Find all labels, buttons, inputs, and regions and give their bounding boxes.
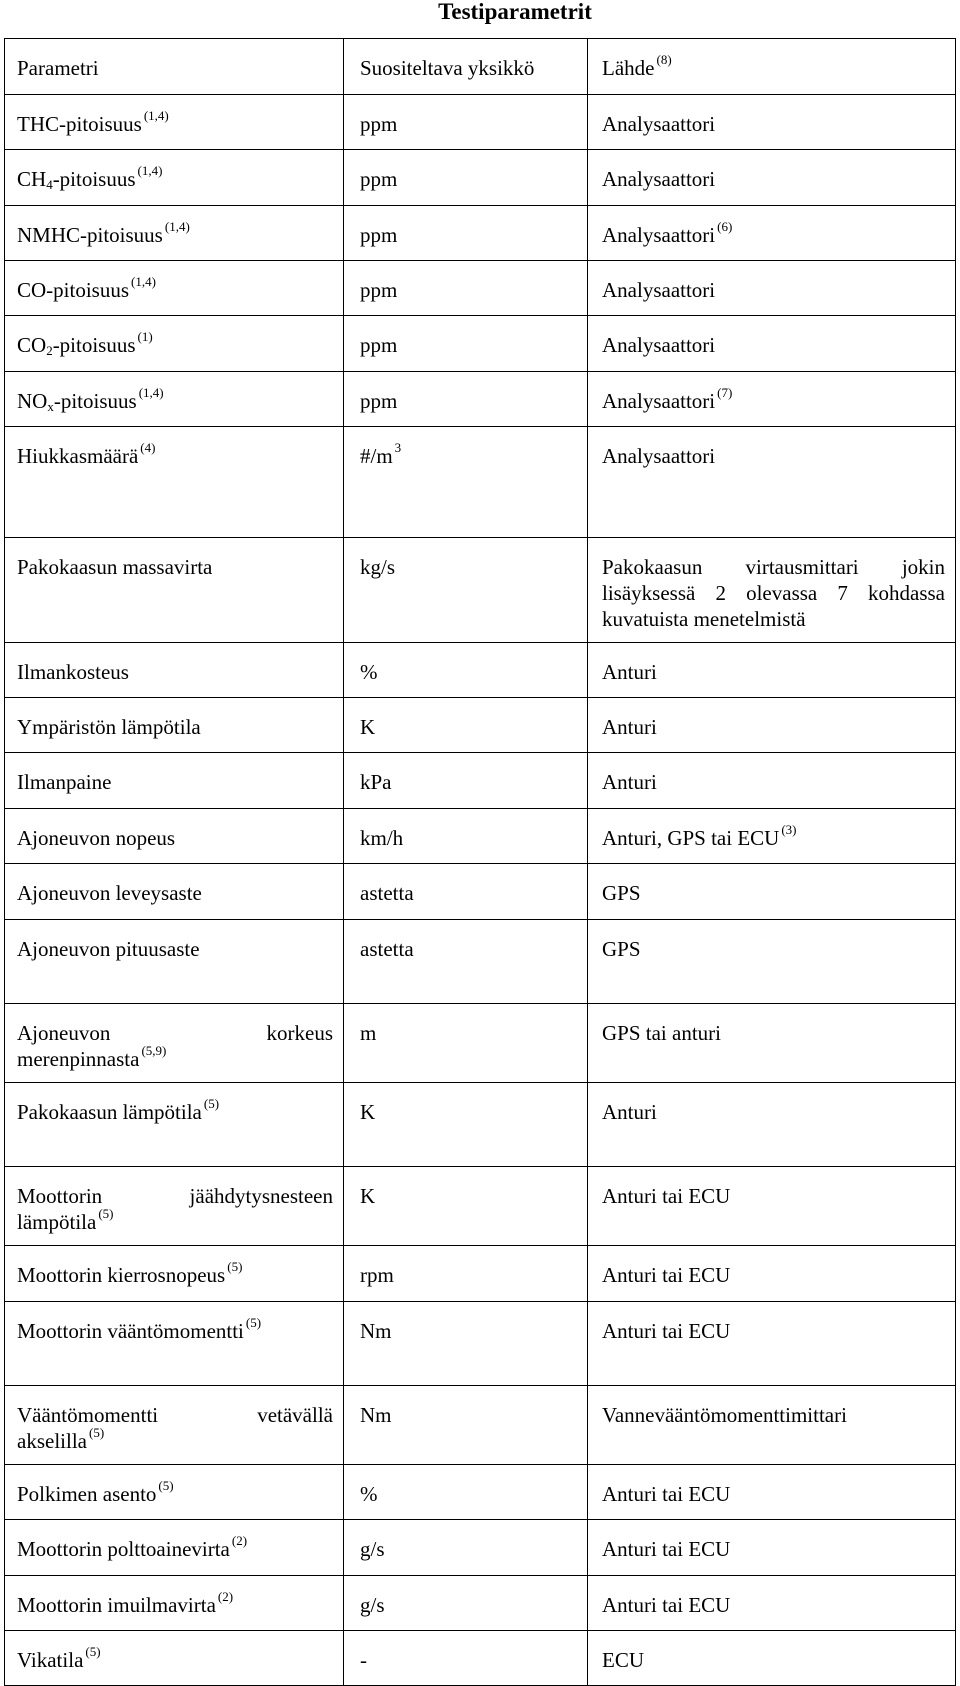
parameter-word: Moottorin (17, 1184, 103, 1208)
parameter-word: merenpinnasta (17, 1047, 140, 1071)
parameter-footnote: (5) (227, 1259, 243, 1274)
parameter-footnote: (1,4) (164, 219, 190, 234)
cell-unit (344, 864, 588, 920)
unit-label: K (360, 715, 376, 739)
cell-unit (344, 1302, 588, 1386)
cell-unit (344, 261, 588, 316)
unit-label: astetta (360, 937, 414, 961)
cell-source (588, 206, 956, 261)
cell-source (588, 698, 956, 753)
table-row (5, 698, 956, 753)
cell-unit (344, 372, 588, 427)
parameter-word: Ajoneuvon (17, 1021, 111, 1045)
source-label: Analysaattori (602, 444, 716, 468)
cell-parameter (5, 372, 344, 427)
table-row (5, 427, 956, 538)
source-footnote: (3) (781, 822, 797, 837)
source-footnote: (7) (717, 385, 733, 400)
parameter-label: Ajoneuvon pituusaste (17, 937, 200, 961)
cell-unit (344, 698, 588, 753)
parameter-formula: NO (17, 389, 48, 413)
parameter-formula: CO (17, 333, 47, 357)
unit-label: g/s (360, 1593, 385, 1617)
cell-source (588, 920, 956, 1004)
unit-label: #/m (360, 444, 393, 468)
unit-label: - (360, 1648, 367, 1672)
parameter-label: Vikatila (17, 1648, 84, 1672)
cell-source (588, 372, 956, 427)
cell-parameter (5, 1520, 344, 1576)
source-label: Anturi (602, 770, 657, 794)
source-label: Analysaattori (602, 389, 716, 413)
cell-parameter (5, 864, 344, 920)
parameter-footnote: (5,9) (141, 1043, 167, 1058)
parameter-label: NMHC-pitoisuus (17, 223, 163, 247)
source-label: Pakokaasun virtausmittari jokin lisäyksessä 2 olevassa 7 kohdassa kuvatuista menetelmistä (602, 555, 945, 631)
table-row (5, 1302, 956, 1386)
source-label: Anturi tai ECU (602, 1184, 731, 1208)
cell-parameter (5, 95, 344, 150)
unit-label: ppm (360, 278, 398, 302)
cell-source (588, 1465, 956, 1520)
cell-source (588, 1576, 956, 1631)
parameter-footnote: (5) (203, 1096, 220, 1111)
table-row (5, 95, 956, 150)
cell-unit (344, 1631, 588, 1686)
cell-unit (344, 1386, 588, 1465)
parameter-label: Moottorin polttoainevirta (17, 1537, 230, 1561)
cell-source (588, 864, 956, 920)
parameter-label: CO-pitoisuus (17, 278, 130, 302)
parameter-label: Moottorin vääntömomentti (17, 1319, 244, 1343)
table-row (5, 150, 956, 206)
parameter-label: Ilmanpaine (17, 770, 112, 794)
unit-label: Nm (360, 1403, 392, 1427)
parameter-label: Moottorin kierrosnopeus (17, 1263, 226, 1287)
cell-source (588, 1631, 956, 1686)
table-row (5, 1246, 956, 1302)
cell-unit (344, 316, 588, 372)
table-row (5, 753, 956, 809)
source-label: ECU (602, 1648, 644, 1672)
parameter-word: jäähdytysnesteen (189, 1184, 333, 1208)
table-row (5, 206, 956, 261)
table-row (5, 1004, 956, 1083)
cell-source (588, 150, 956, 206)
unit-label: m (360, 1021, 377, 1045)
cell-source (588, 316, 956, 372)
source-label: Anturi (602, 1100, 657, 1124)
unit-exponent: 3 (394, 440, 402, 455)
cell-parameter (5, 1631, 344, 1686)
parameter-line-1 (17, 1183, 333, 1209)
unit-label: K (360, 1184, 376, 1208)
cell-parameter (5, 261, 344, 316)
source-label: Anturi tai ECU (602, 1537, 731, 1561)
table-row (5, 1631, 956, 1686)
cell-parameter (5, 316, 344, 372)
header-source-footnote: (8) (656, 52, 672, 67)
table-row (5, 643, 956, 698)
cell-source (588, 1083, 956, 1167)
source-label: Anturi tai ECU (602, 1482, 731, 1506)
parameter-footnote: (2) (231, 1533, 248, 1548)
table-row (5, 1167, 956, 1246)
parameter-word: akselilla (17, 1429, 87, 1453)
parameter-label: Ilmankosteus (17, 660, 129, 684)
cell-unit (344, 753, 588, 809)
source-label: GPS (602, 881, 641, 905)
parameter-word: Vääntömomentti (17, 1403, 159, 1427)
table-row (5, 261, 956, 316)
parameter-line-1 (17, 1020, 333, 1046)
source-label: Anturi (602, 660, 657, 684)
table-header-row (5, 39, 956, 95)
cell-source (588, 1004, 956, 1083)
source-label: Anturi tai ECU (602, 1593, 731, 1617)
cell-parameter (5, 150, 344, 206)
parameter-label: Ajoneuvon nopeus (17, 826, 176, 850)
unit-label: % (360, 1482, 378, 1506)
table-row (5, 809, 956, 864)
cell-unit (344, 427, 588, 538)
parameter-footnote: (1,4) (131, 274, 156, 289)
unit-label: astetta (360, 881, 414, 905)
cell-parameter (5, 809, 344, 864)
parameter-label: Pakokaasun massavirta (17, 555, 213, 579)
unit-label: % (360, 660, 378, 684)
parameter-label: Ajoneuvon leveysaste (17, 881, 202, 905)
parameter-formula: CH (17, 167, 47, 191)
cell-source (588, 1386, 956, 1465)
cell-unit (344, 809, 588, 864)
source-label: Analysaattori (602, 112, 716, 136)
parameter-subscript: 2 (46, 343, 53, 358)
unit-label: ppm (360, 112, 398, 136)
parameter-footnote: (1,4) (143, 108, 169, 123)
unit-label: kPa (360, 770, 392, 794)
table-row (5, 1083, 956, 1167)
unit-label: rpm (360, 1263, 394, 1287)
source-label: Analysaattori (602, 167, 716, 191)
unit-label: ppm (360, 167, 398, 191)
cell-source (588, 753, 956, 809)
unit-label: g/s (360, 1537, 385, 1561)
unit-label: ppm (360, 389, 398, 413)
cell-source (588, 95, 956, 150)
cell-parameter (5, 698, 344, 753)
cell-parameter (5, 1167, 344, 1246)
table-row (5, 920, 956, 1004)
parameter-line-2 (17, 1043, 333, 1072)
cell-unit (344, 206, 588, 261)
header-source-label: Lähde (602, 56, 655, 80)
cell-source (588, 1520, 956, 1576)
table-row (5, 864, 956, 920)
cell-parameter (5, 1576, 344, 1631)
source-label: Anturi tai ECU (602, 1263, 731, 1287)
parameter-line-1 (17, 1402, 333, 1428)
cell-source (588, 1167, 956, 1246)
cell-unit (344, 1576, 588, 1631)
source-label: GPS (602, 937, 641, 961)
cell-parameter (5, 1386, 344, 1465)
table-row (5, 1520, 956, 1576)
parameter-label: -pitoisuus (53, 389, 137, 413)
parameter-footnote: (5) (98, 1206, 114, 1221)
cell-unit (344, 1520, 588, 1576)
table-row (5, 316, 956, 372)
table-row (5, 538, 956, 643)
parameter-label: Polkimen asento (17, 1482, 157, 1506)
cell-parameter (5, 1246, 344, 1302)
parameter-line-2 (17, 1425, 333, 1454)
unit-label: km/h (360, 826, 404, 850)
source-label: Anturi (602, 715, 657, 739)
source-label: Vannevääntömomenttimittari (602, 1403, 847, 1427)
source-label: Anturi, GPS tai ECU (602, 826, 780, 850)
table-row (5, 372, 956, 427)
parameter-line-2 (17, 1206, 333, 1235)
cell-unit (344, 95, 588, 150)
parameter-footnote: (1) (137, 329, 153, 344)
cell-parameter (5, 1465, 344, 1520)
cell-unit (344, 920, 588, 1004)
table-row (5, 1465, 956, 1520)
parameter-label: THC-pitoisuus (17, 112, 142, 136)
test-parameters-table (4, 38, 956, 1686)
header-parameter: Parametri (5, 39, 344, 95)
cell-unit (344, 1465, 588, 1520)
parameter-label: Moottorin imuilmavirta (17, 1593, 216, 1617)
parameter-label: Ympäristön lämpötila (17, 715, 201, 739)
parameter-label: -pitoisuus (52, 167, 136, 191)
parameter-label: -pitoisuus (52, 333, 136, 357)
unit-label: ppm (360, 333, 398, 357)
cell-unit (344, 643, 588, 698)
parameter-word: lämpötila (17, 1210, 97, 1234)
cell-parameter (5, 1302, 344, 1386)
parameter-word: korkeus (266, 1021, 333, 1045)
document-title: Testiparametrit (438, 0, 592, 24)
parameter-footnote: (5) (85, 1644, 101, 1659)
cell-source (588, 809, 956, 864)
parameter-subscript: 4 (46, 177, 53, 192)
cell-source (588, 261, 956, 316)
cell-unit (344, 150, 588, 206)
table-row (5, 1386, 956, 1465)
unit-label: Nm (360, 1319, 392, 1343)
cell-source (588, 538, 956, 643)
cell-parameter (5, 753, 344, 809)
source-label: Analysaattori (602, 223, 716, 247)
parameter-footnote: (5) (158, 1478, 174, 1493)
parameter-footnote: (5) (245, 1315, 262, 1330)
cell-parameter (5, 427, 344, 538)
cell-parameter (5, 538, 344, 643)
unit-label: ppm (360, 223, 398, 247)
cell-source (588, 643, 956, 698)
cell-source (588, 1246, 956, 1302)
parameter-footnote: (1,4) (138, 385, 164, 400)
parameter-label: Hiukkasmäärä (17, 444, 139, 468)
cell-parameter (5, 206, 344, 261)
source-label: Analysaattori (602, 333, 716, 357)
source-label: GPS tai anturi (602, 1021, 721, 1045)
header-unit: Suositeltava yksikkö (344, 39, 588, 95)
unit-label: kg/s (360, 555, 396, 579)
parameter-footnote: (2) (217, 1589, 234, 1604)
cell-parameter (5, 1083, 344, 1167)
source-label: Analysaattori (602, 278, 716, 302)
cell-unit (344, 1246, 588, 1302)
parameter-label: Pakokaasun lämpötila (17, 1100, 202, 1124)
parameter-footnote: (1,4) (137, 163, 163, 178)
cell-unit (344, 538, 588, 643)
parameter-footnote: (4) (140, 440, 156, 455)
cell-parameter (5, 643, 344, 698)
cell-unit (344, 1004, 588, 1083)
cell-source (588, 1302, 956, 1386)
parameter-word: vetävällä (257, 1403, 333, 1427)
table-row (5, 1576, 956, 1631)
header-source (588, 39, 956, 95)
cell-unit (344, 1167, 588, 1246)
unit-label: K (360, 1100, 376, 1124)
parameter-footnote: (5) (88, 1425, 105, 1440)
cell-parameter (5, 1004, 344, 1083)
source-footnote: (6) (717, 219, 733, 234)
source-label: Anturi tai ECU (602, 1319, 731, 1343)
cell-unit (344, 1083, 588, 1167)
cell-parameter (5, 920, 344, 1004)
parameter-subscript: x (47, 399, 54, 414)
cell-source (588, 427, 956, 538)
